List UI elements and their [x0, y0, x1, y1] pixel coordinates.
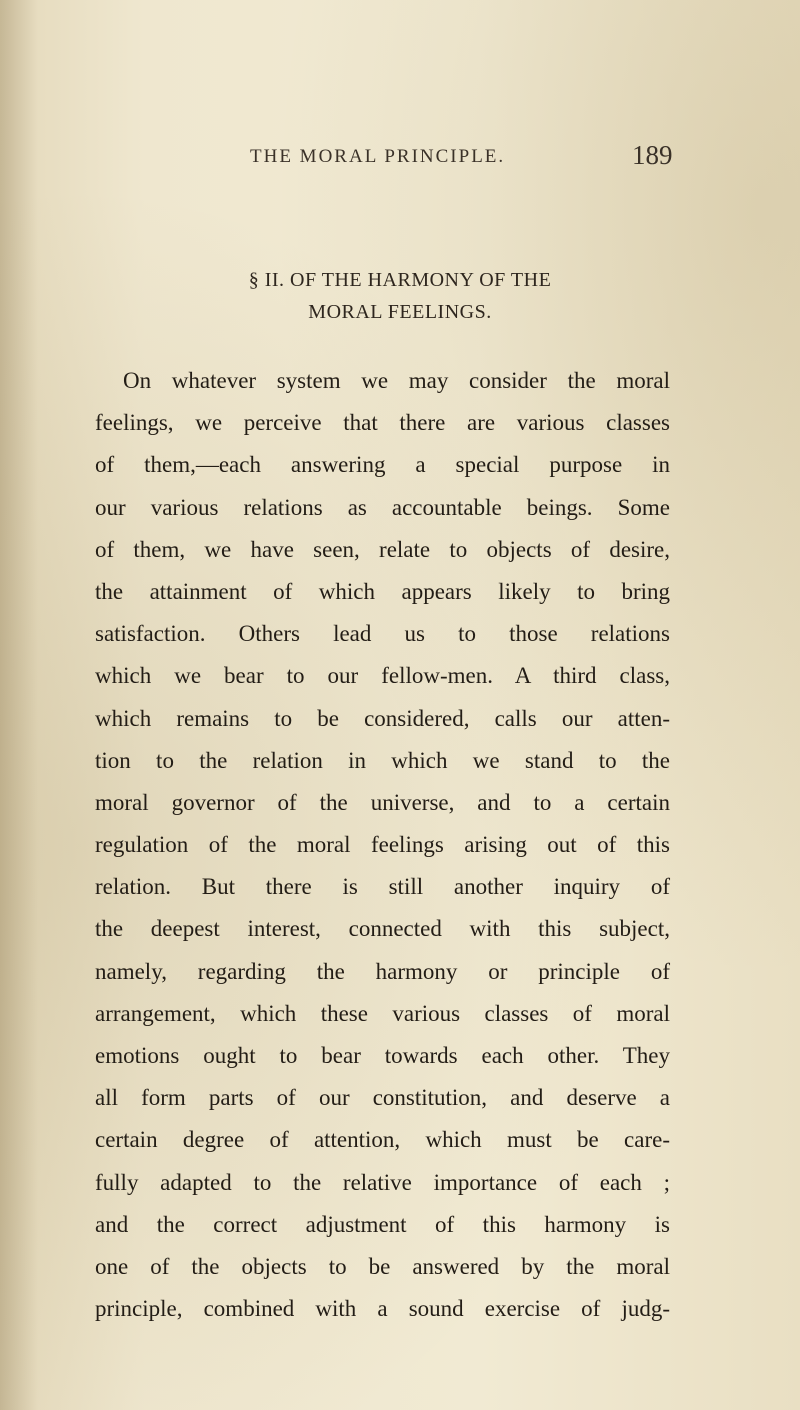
section-heading-line-1: § II. OF THE HARMONY OF THE	[248, 269, 552, 291]
text-line: On whatever system we may consider the moral	[123, 368, 670, 393]
text-line: emotions ought to bear towards each other. They	[95, 1043, 670, 1068]
text-line: of them,—each answering a special purpose in	[95, 452, 670, 478]
text-line: certain degree of attention, which must be care-	[95, 1127, 670, 1153]
body-paragraph	[95, 360, 670, 1330]
text-line: which we bear to our fellow-men. A third class,	[95, 663, 670, 689]
page-gutter-shadow	[0, 0, 38, 1410]
text-line: relation. But there is still another inquiry of	[95, 874, 670, 900]
text-line: arrangement, which these various classes of moral	[95, 1000, 670, 1026]
text-line: our various relations as accountable beings. Some	[95, 494, 670, 520]
running-head	[0, 140, 800, 176]
text-line: which remains to be considered, calls our atten-	[95, 705, 670, 731]
text-line: namely, regarding the harmony or principle of	[95, 958, 670, 984]
text-line: principle, combined with a sound exercise of judg-	[95, 1296, 670, 1322]
text-line: feelings, we perceive that there are various classes	[95, 410, 670, 436]
text-line: fully adapted to the relative importance of each ;	[95, 1169, 670, 1195]
running-title: THE MORAL PRINCIPLE.	[250, 146, 506, 167]
page-number: 189	[632, 140, 673, 170]
text-line: regulation of the moral feelings arising out of this	[95, 832, 670, 858]
section-heading-line-2: MORAL FEELINGS.	[308, 301, 492, 323]
text-line: tion to the relation in which we stand to the	[95, 747, 670, 773]
text-line: of them, we have seen, relate to objects of desire,	[95, 536, 670, 562]
text-line: all form parts of our constitution, and deserve a	[95, 1085, 670, 1111]
section-heading	[80, 264, 720, 328]
text-line: one of the objects to be answered by the moral	[95, 1253, 670, 1279]
text-line: the attainment of which appears likely to bring	[95, 578, 670, 604]
text-line: moral governor of the universe, and to a certain	[95, 789, 670, 815]
text-line: satisfaction. Others lead us to those relations	[95, 621, 670, 647]
text-line: and the correct adjustment of this harmony is	[95, 1211, 670, 1237]
text-line: the deepest interest, connected with this subject,	[95, 916, 670, 942]
